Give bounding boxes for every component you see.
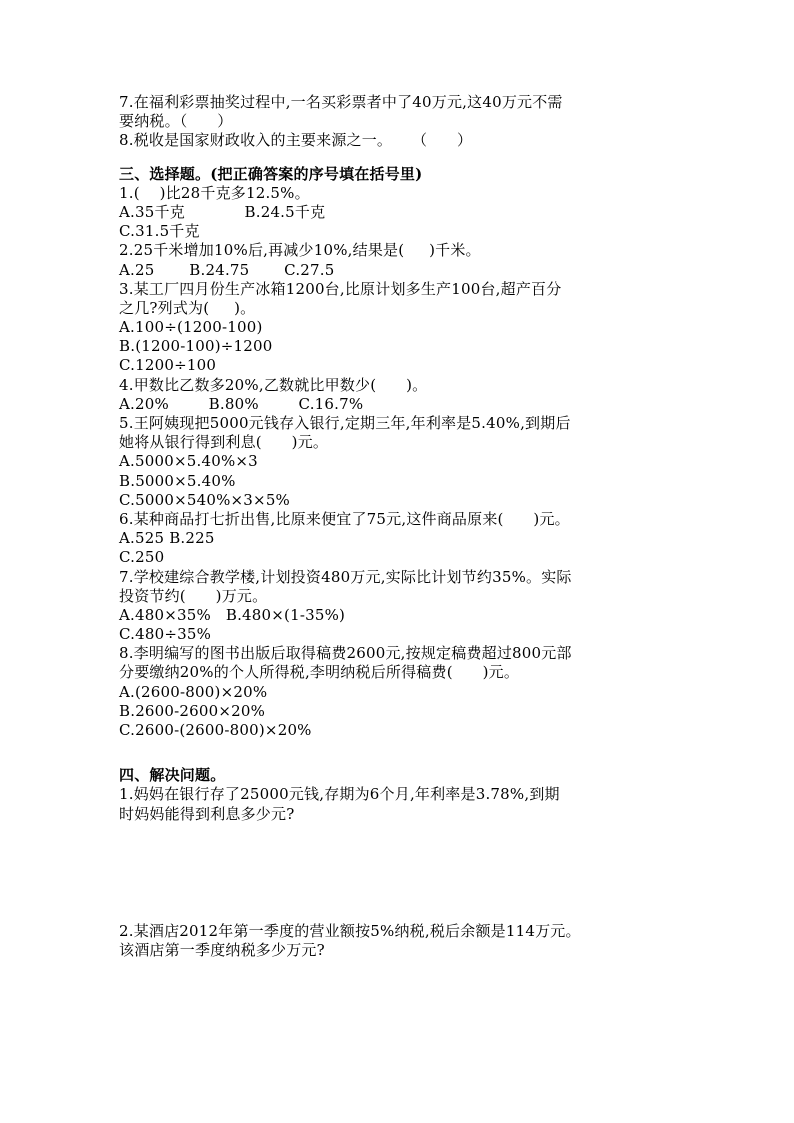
choice-line: 8.李明编写的图书出版后取得稿费2600元,按规定稿费超过800元部 [119,644,572,663]
judge-q7-line1: 7.在福利彩票抽奖过程中,一名买彩票者中了40万元,这40万元不需 [119,93,563,111]
choice-line: 2.25千米增加10%后,再减少10%,结果是( )千米。 [119,241,481,260]
choice-line: A.525 B.225 [119,529,215,548]
choice-section-heading: 三、选择题。(把正确答案的序号填在括号里) [119,164,423,183]
choice-line: B.2600-2600×20% [119,701,266,720]
choice-line: 6.某种商品打七折出售,比原来便宜了75元,这件商品原来( )元。 [119,509,570,528]
judge-q8: 8.税收是国家财政收入的主要来源之一。 （ ） [119,131,473,150]
choice-line: 分要缴纳20%的个人所得税,李明纳税后所得稿费( )元。 [119,663,520,682]
choice-line: A.100÷(1200-100) [119,318,263,337]
choice-line: 7.学校建综合教学楼,计划投资480万元,实际比计划节约35%。实际 [119,567,572,586]
solve-section-heading: 四、解决问题。 [119,766,226,785]
choice-line: C.5000×540%×3×5% [119,490,291,509]
judge-q7-line2: 要纳税。（ ） [119,112,233,131]
choice-line: A.20% B.80% C.16.7% [119,394,364,413]
choice-line: B.(1200-100)÷1200 [119,337,273,356]
choice-line: A.5000×5.40%×3 [119,452,258,471]
choice-line: A.480×35% B.480×(1-35%) [119,605,346,624]
solve-q1-line2: 时妈妈能得到利息多少元? [119,804,295,823]
solve-q2-line1: 2.某酒店2012年第一季度的营业额按5%纳税,税后余额是114万元。 [119,921,581,940]
choice-line: A.(2600-800)×20% [119,682,268,701]
solve-q1-line1: 1.妈妈在银行存了25000元钱,存期为6个月,年利率是3.78%,到期 [119,785,560,804]
choice-line: 1.( )比28千克多12.5%。 [119,183,310,202]
choice-line: C.250 [119,548,165,567]
solve-q2-line2: 该酒店第一季度纳税多少万元? [119,940,325,959]
choice-question-list [119,184,684,740]
choice-line: A.35千克 B.24.5千克 [119,202,326,221]
answer-space [119,824,684,922]
choice-line: 5.王阿姨现把5000元钱存入银行,定期三年,年利率是5.40%,到期后 [119,414,571,432]
choice-line: C.2600-(2600-800)×20% [119,721,312,739]
choice-line: 3.某工厂四月份生产冰箱1200台,比原计划多生产100台,超产百分 [119,279,562,298]
choice-line: 4.甲数比乙数多20%,乙数就比甲数少( )。 [119,375,428,394]
choice-line: C.480÷35% [119,625,212,644]
worksheet-content [119,93,684,960]
choice-line: C.31.5千克 [119,222,200,241]
choice-line: 她将从银行得到利息( )元。 [119,433,329,452]
choice-line: C.1200÷100 [119,356,217,375]
choice-line: 投资节约( )万元。 [119,586,268,605]
choice-line: B.5000×5.40% [119,471,236,490]
choice-line: 之几?列式为( )。 [119,298,256,317]
choice-line: A.25 B.24.75 C.27.5 [119,260,335,279]
